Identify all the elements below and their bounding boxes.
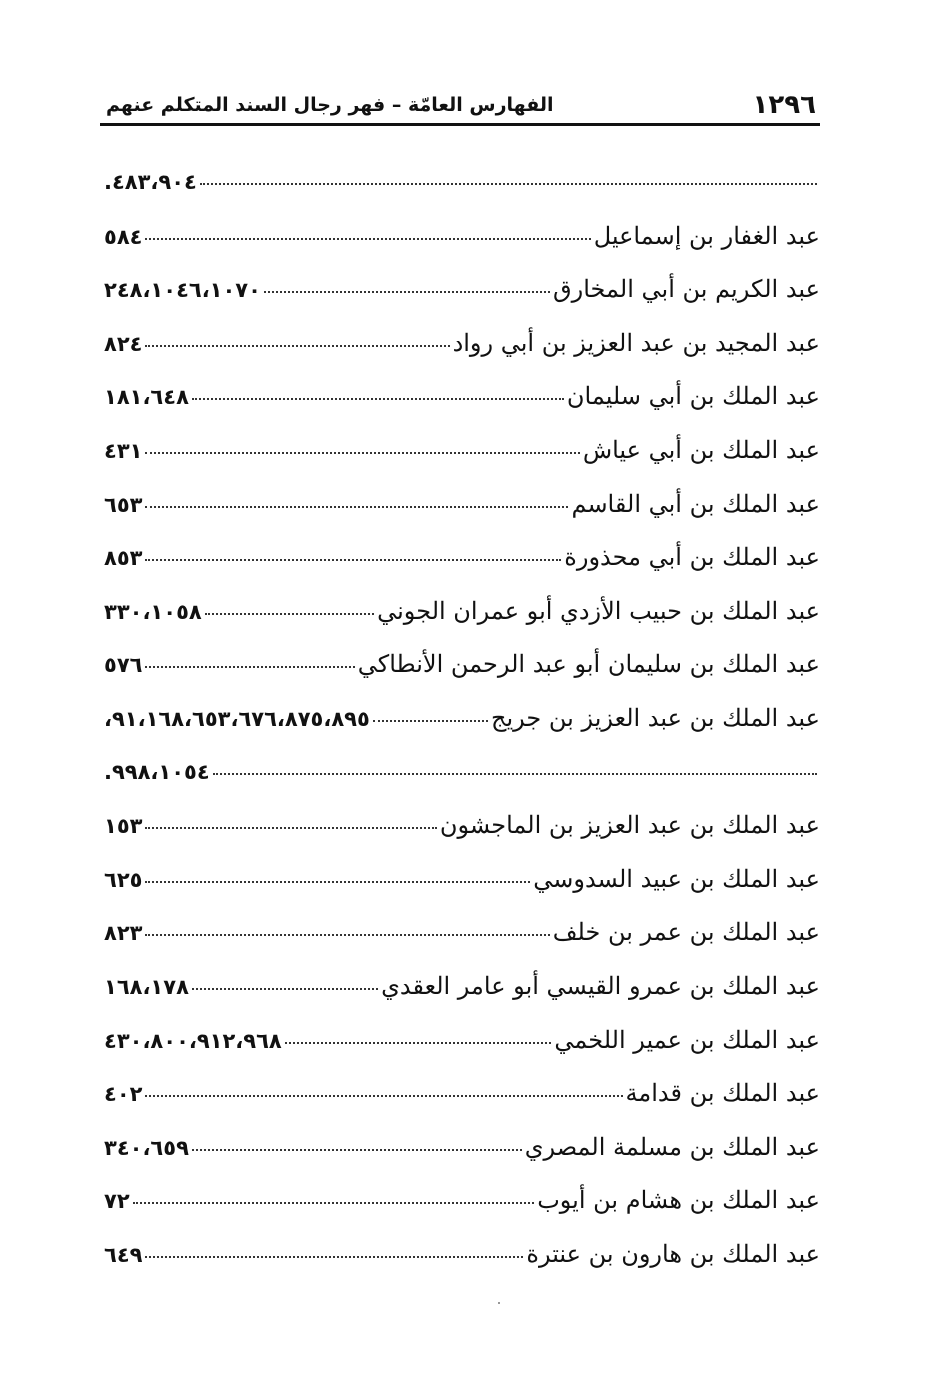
entry-name: عبد الملك بن هشام بن أيوب <box>537 1186 820 1215</box>
entry-pages: ٧٢ <box>104 1189 130 1214</box>
dot-leader <box>192 988 378 990</box>
entry-pages: ٦٢٥ <box>104 867 143 892</box>
entry-name: عبد الملك بن عمر بن خلف <box>552 918 820 947</box>
entry-pages: ٨٢٣ <box>104 921 143 946</box>
entry-pages: ٤٨٣،٩٠٤. <box>104 170 197 194</box>
page-speck <box>498 1302 500 1304</box>
header-rule <box>100 123 820 126</box>
entry-name: عبد الملك بن عبد العزيز بن الماجشون <box>439 811 820 840</box>
page-header <box>100 88 820 122</box>
running-title: الفهارس العامّة – فهر رجال السند المتكلم عنهم <box>106 94 554 116</box>
entry-pages: ٤٠٢ <box>104 1082 143 1107</box>
dot-leader <box>192 398 564 400</box>
entry-pages: ٣٤٠،٦٥٩ <box>104 1135 189 1160</box>
index-entry <box>104 1234 820 1288</box>
index-entry <box>104 912 820 966</box>
index-entry <box>104 269 820 323</box>
index-entry <box>104 323 820 377</box>
entry-pages: ٥٨٤ <box>104 224 143 249</box>
dot-leader <box>145 934 549 936</box>
entry-name: عبد الملك بن سليمان أبو عبد الرحمن الأنطاكي <box>357 650 820 679</box>
entry-name: عبد الغفار بن إسماعيل <box>593 221 820 250</box>
dot-leader <box>200 183 817 185</box>
entry-pages: ٤٣٠،٨٠٠،٩١٢،٩٦٨ <box>104 1028 282 1053</box>
dot-leader <box>264 291 550 293</box>
index-entry <box>104 1073 820 1127</box>
index-list <box>104 162 820 1287</box>
entry-name: عبد الملك بن أبي عياش <box>582 435 820 464</box>
entry-pages: ٩١،١٦٨،٦٥٣،٦٧٦،٨٧٥،٨٩٥، <box>104 706 370 731</box>
index-entry <box>104 537 820 591</box>
index-entry <box>104 1020 820 1074</box>
index-entry <box>104 698 820 752</box>
entry-pages: ٦٥٣ <box>104 492 143 517</box>
index-entry <box>104 859 820 913</box>
dot-leader <box>145 1256 523 1258</box>
index-entry <box>104 1180 820 1234</box>
dot-leader <box>145 345 449 347</box>
entry-pages: ٨٢٤ <box>104 331 143 356</box>
dot-leader <box>145 666 354 668</box>
dot-leader <box>145 1095 622 1097</box>
page-number: ١٢٩٦ <box>752 90 816 120</box>
entry-name: عبد الملك بن هارون بن عنترة <box>526 1239 820 1268</box>
index-entry <box>104 591 820 645</box>
entry-name: عبد الملك بن أبي سليمان <box>566 382 820 411</box>
entry-pages: ٣٣٠،١٠٥٨ <box>104 599 202 624</box>
index-entry <box>104 162 820 216</box>
dot-leader <box>133 1202 535 1204</box>
entry-name: عبد الملك بن قدامة <box>625 1079 820 1108</box>
entry-name: عبد الكريم بن أبي المخارق <box>553 275 820 304</box>
entry-name: عبد الملك بن عمير اللخمي <box>554 1025 820 1054</box>
dot-leader <box>285 1042 552 1044</box>
index-entry <box>104 216 820 270</box>
dot-leader <box>213 773 817 775</box>
entry-name: عبد الملك بن حبيب الأزدي أبو عمران الجوني <box>377 596 820 625</box>
dot-leader <box>192 1149 522 1151</box>
entry-name: عبد المجيد بن عبد العزيز بن أبي رواد <box>452 328 820 357</box>
index-entry <box>104 966 820 1020</box>
index-entry <box>104 430 820 484</box>
entry-name: عبد الملك بن أبي القاسم <box>571 489 820 518</box>
dot-leader <box>145 827 436 829</box>
index-entry <box>104 805 820 859</box>
entry-name: عبد الملك بن مسلمة المصري <box>524 1132 820 1161</box>
dot-leader <box>145 452 579 454</box>
entry-pages: ٢٤٨،١٠٤٦،١٠٧٠ <box>104 278 261 303</box>
entry-pages: ١٥٣ <box>104 814 143 839</box>
index-entry <box>104 644 820 698</box>
index-entry <box>104 1127 820 1181</box>
entry-pages: ٤٣١ <box>104 438 143 463</box>
entry-pages: ١٦٨،١٧٨ <box>104 974 189 999</box>
dot-leader <box>145 881 530 883</box>
entry-name: عبد الملك بن أبي محذورة <box>564 543 820 572</box>
entry-name: عبد الملك بن عمرو القيسي أبو عامر العقدي <box>381 971 820 1000</box>
entry-name: عبد الملك بن عبيد السدوسي <box>533 864 820 893</box>
dot-leader <box>205 613 374 615</box>
entry-pages: ١٨١،٦٤٨ <box>104 385 189 410</box>
index-entry <box>104 752 820 806</box>
entry-pages: ٥٧٦ <box>104 653 143 678</box>
dot-leader <box>145 559 561 561</box>
entry-pages: ٦٤٩ <box>104 1242 143 1267</box>
entry-name: عبد الملك بن عبد العزيز بن جريج <box>491 703 820 732</box>
entry-pages: ٨٥٣ <box>104 546 143 571</box>
dot-leader <box>145 506 568 508</box>
index-entry <box>104 484 820 538</box>
dot-leader <box>373 720 488 722</box>
index-entry <box>104 376 820 430</box>
dot-leader <box>145 238 590 240</box>
entry-pages: ٩٩٨،١٠٥٤. <box>104 759 210 784</box>
